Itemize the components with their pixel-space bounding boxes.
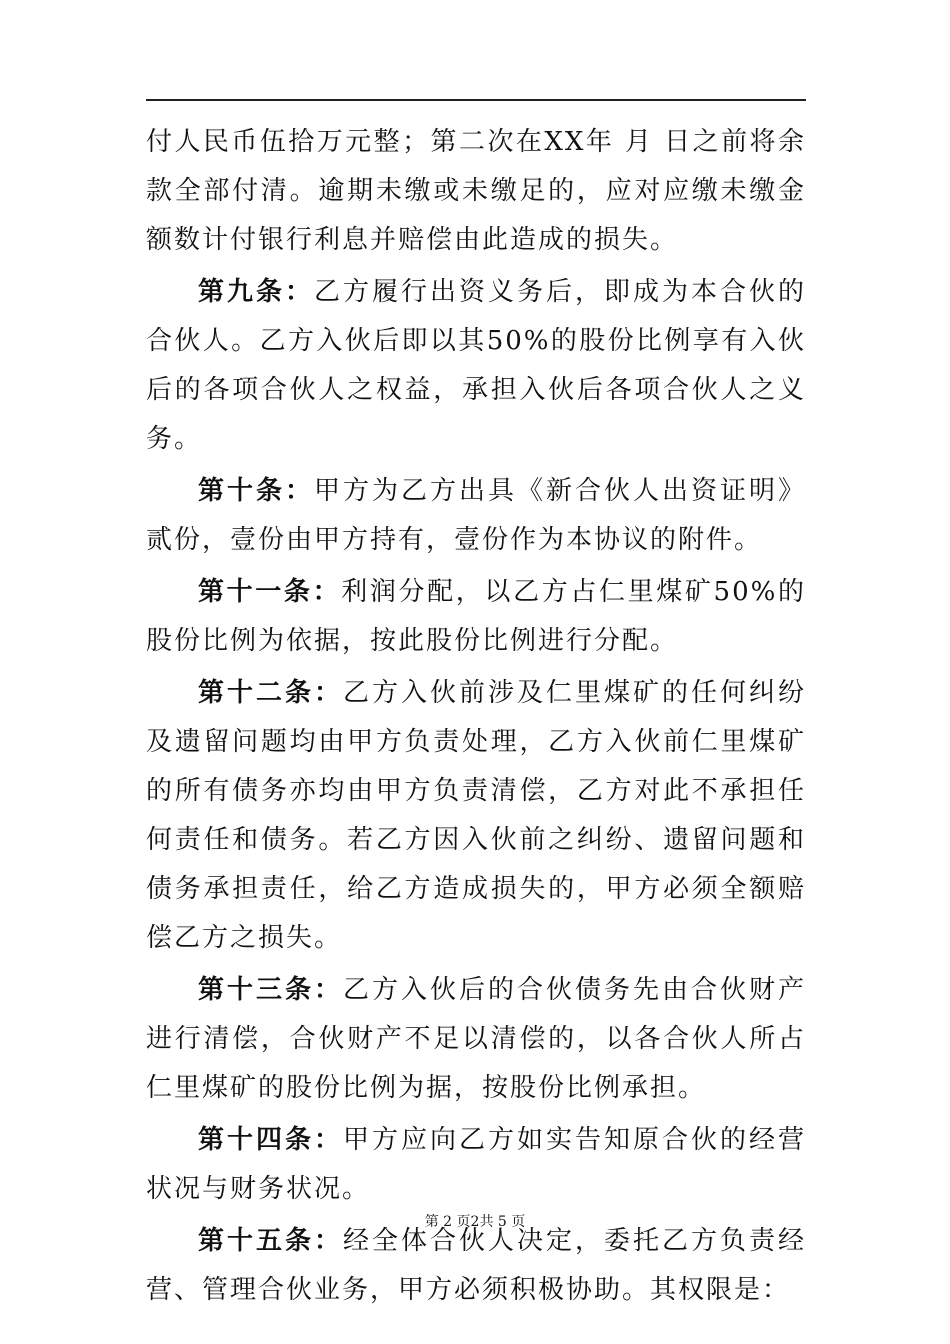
clause-text: 乙方入伙前涉及仁里煤矿的任何纠纷及遗留问题均由甲方负责处理，乙方入伙前仁里煤矿的所有债务亦均由甲方负责清偿，乙方对此不承担任何责任和债务。若乙方因入伙前之纠纷、遗留问题和债务承担责任，给乙方造成损失的，甲方必须全额赔偿乙方之损失。 bbox=[146, 678, 806, 953]
clause-11 bbox=[146, 568, 806, 666]
paragraph-continuation bbox=[146, 118, 806, 265]
clause-text: 甲方为乙方出具《新合伙人出资证明》贰份，壹份由甲方持有，壹份作为本协议的附件。 bbox=[146, 476, 806, 555]
clause-title: 第九条： bbox=[198, 277, 314, 307]
document-body bbox=[146, 118, 806, 1315]
clause-title: 第十条： bbox=[198, 476, 314, 506]
clause-text: 乙方履行出资义务后，即成为本合伙的合伙人。乙方入伙后即以其50%的股份比例享有入伙后的各项合伙人之权益，承担入伙后各项合伙人之义务。 bbox=[146, 277, 806, 454]
clause-10 bbox=[146, 467, 806, 565]
clause-text: 利润分配，以乙方占仁里煤矿50%的股份比例为依据，按此股份比例进行分配。 bbox=[146, 577, 806, 656]
clause-14 bbox=[146, 1116, 806, 1214]
header-rule bbox=[146, 99, 806, 101]
clause-title: 第十二条： bbox=[198, 678, 343, 708]
clause-title: 第十五条： bbox=[198, 1226, 343, 1256]
clause-15 bbox=[146, 1217, 806, 1315]
clause-12 bbox=[146, 669, 806, 963]
clause-13 bbox=[146, 966, 806, 1113]
clause-text: 经全体合伙人决定，委托乙方负责经营、管理合伙业务，甲方必须积极协助。其权限是： bbox=[146, 1226, 806, 1305]
clause-title: 第十三条： bbox=[198, 975, 343, 1005]
clause-9 bbox=[146, 268, 806, 464]
clause-text: 乙方入伙后的合伙债务先由合伙财产进行清偿，合伙财产不足以清偿的，以各合伙人所占仁里煤矿的股份比例为据，按股份比例承担。 bbox=[146, 975, 806, 1103]
clause-title: 第十四条： bbox=[198, 1125, 343, 1155]
clause-title: 第十一条： bbox=[198, 577, 342, 607]
page-number-footer: 第 2 页2共 5 页 bbox=[424, 1214, 526, 1230]
paragraph-text: 付人民币伍拾万元整；第二次在XX年 月 日之前将余款全部付清。逾期未缴或未缴足的，应对应缴未缴金额数计付银行利息并赔偿由此造成的损失。 bbox=[146, 127, 806, 255]
clause-text: 甲方应向乙方如实告知原合伙的经营状况与财务状况。 bbox=[146, 1125, 806, 1204]
